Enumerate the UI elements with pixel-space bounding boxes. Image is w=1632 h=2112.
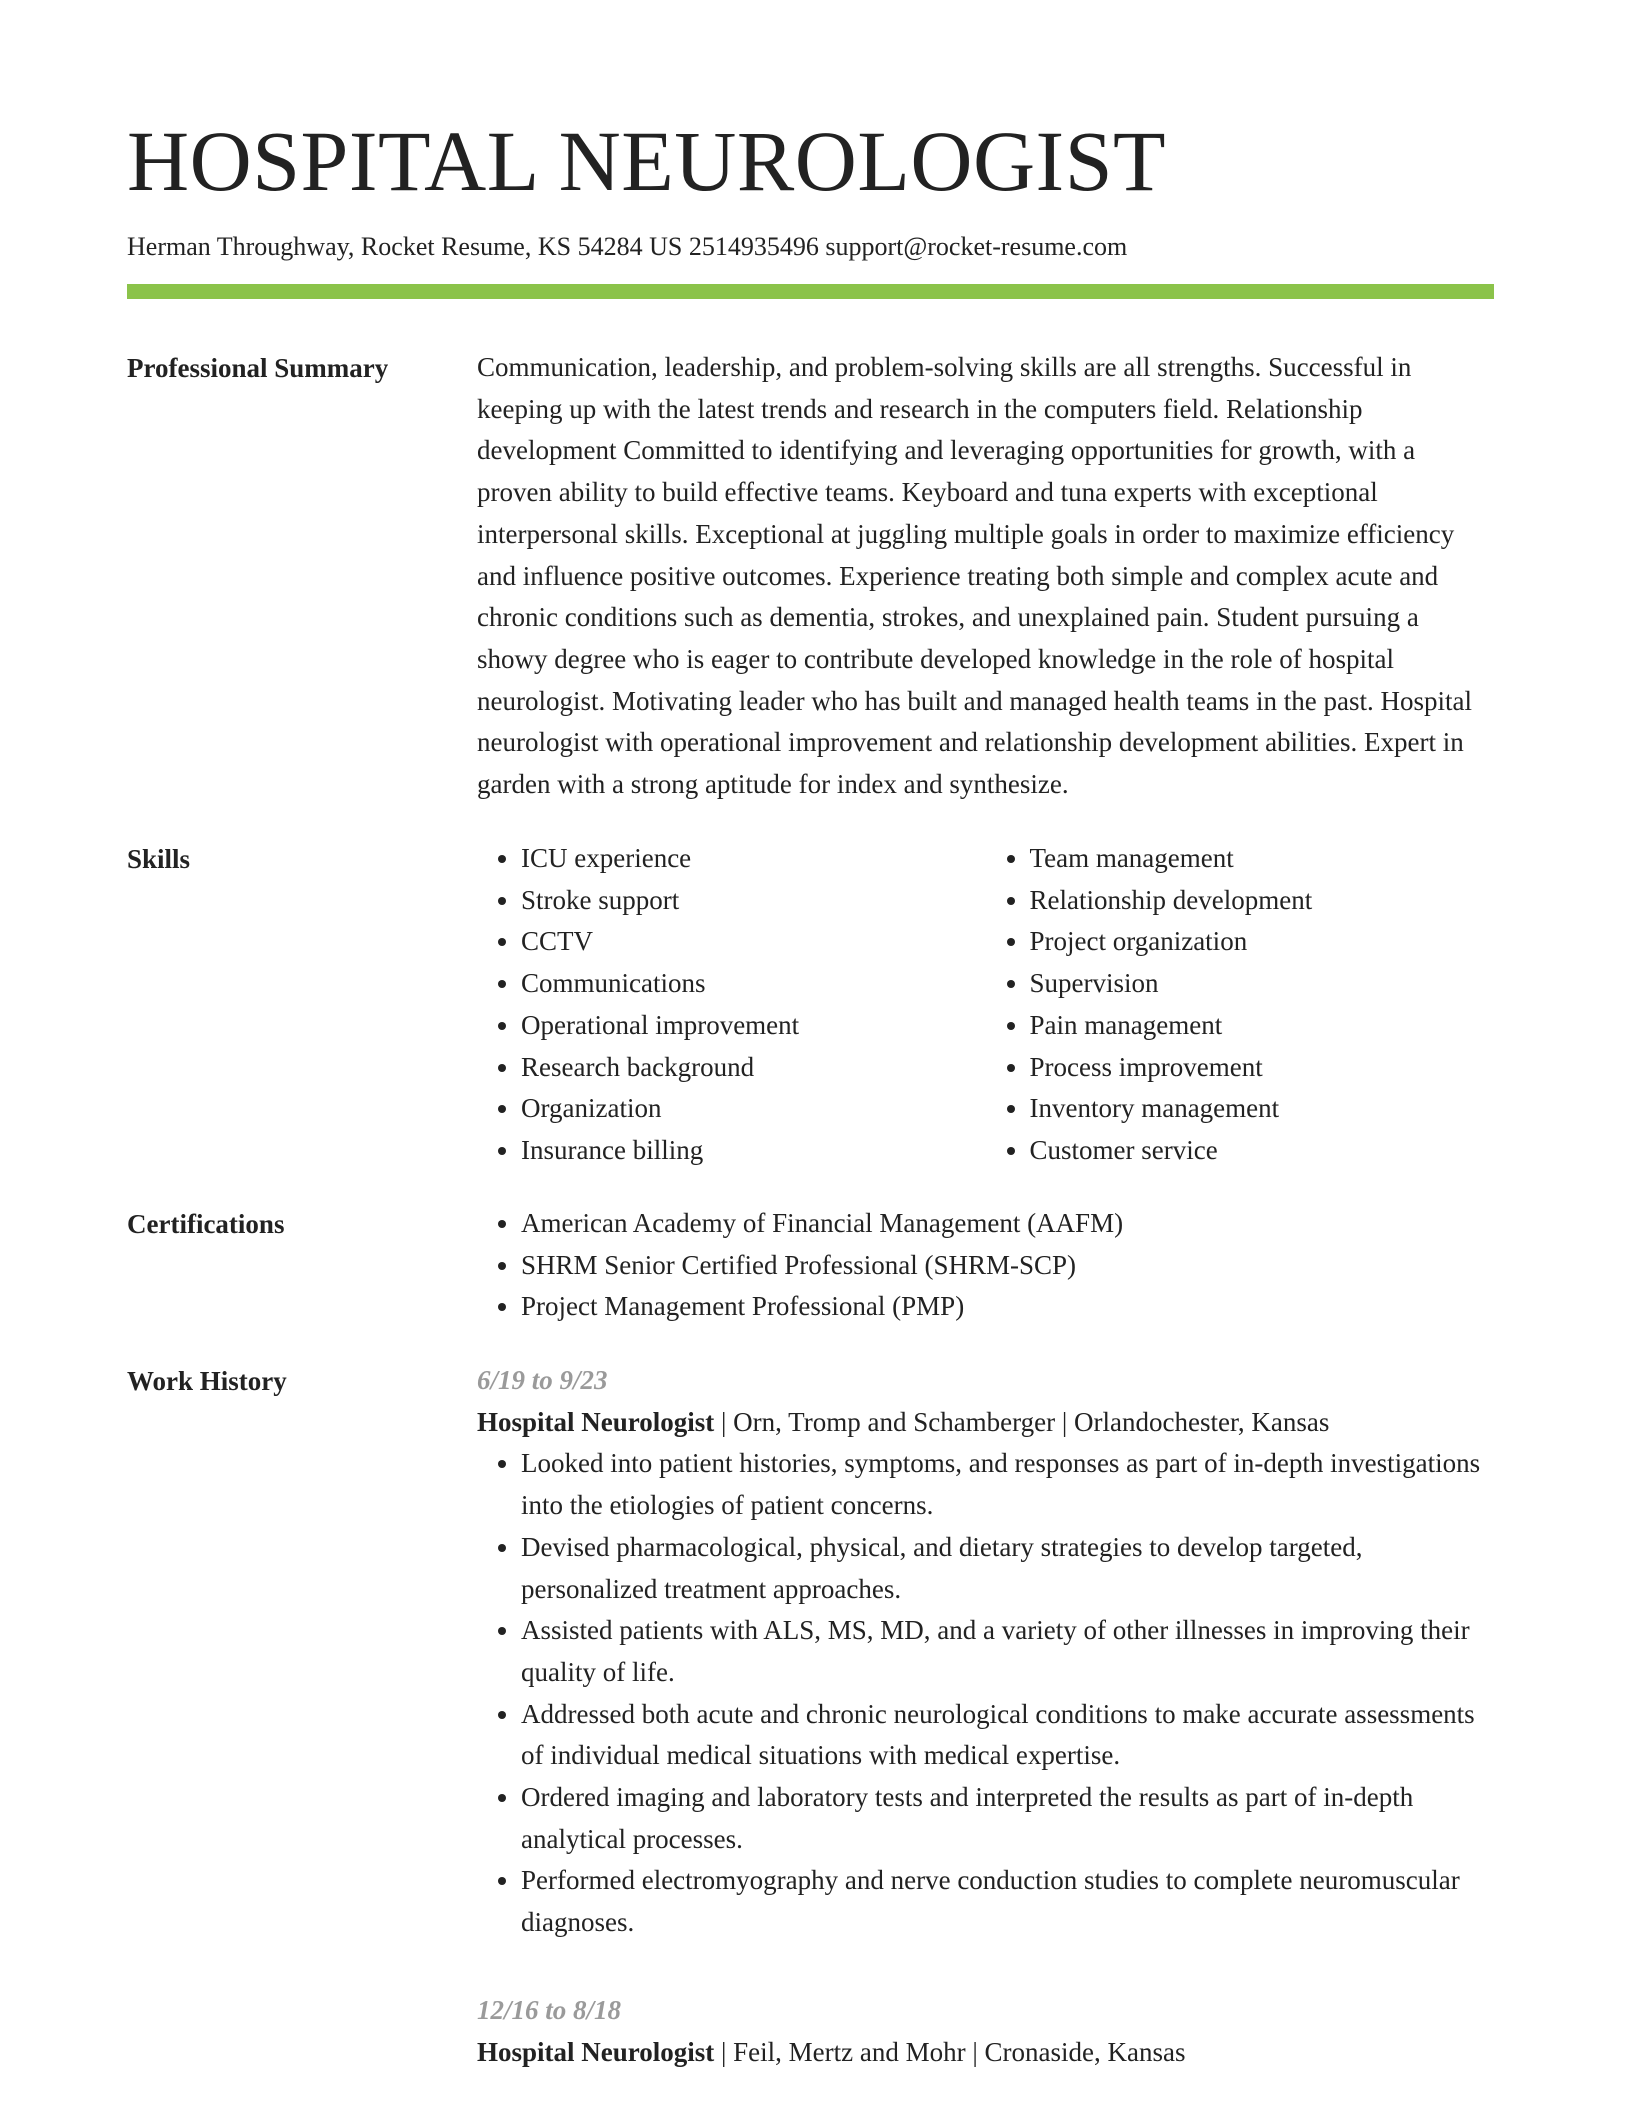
certification-item: • American Academy of Financial Management (AAFM)	[521, 1203, 1494, 1245]
job-duty: • Looked into patient histories, symptoms, and responses as part of in-depth investigations into the etiologies of patient concerns.	[521, 1443, 1494, 1526]
job-entry	[477, 1360, 1494, 1944]
job-duty: • Addressed both acute and chronic neurological conditions to make accurate assessments of individual medical situations with medical expertise.	[521, 1694, 1494, 1777]
job-title: Hospital Neurologist	[477, 1406, 715, 1437]
resume-name: HOSPITAL NEUROLOGIST	[127, 113, 1167, 209]
job-duty: • Performed electromyography and nerve conduction studies to complete neuromuscular diagnoses.	[521, 1860, 1494, 1943]
job-duties-list	[477, 1443, 1494, 1943]
contact-address: Herman Throughway, Rocket Resume, KS 54284 US	[127, 232, 683, 261]
skill-item: • Operational improvement	[521, 1005, 986, 1047]
skill-item: • Team management	[1030, 838, 1495, 880]
skill-item: • Inventory management	[1030, 1088, 1495, 1130]
skill-item: • Stroke support	[521, 880, 986, 922]
skill-item: • Communications	[521, 963, 986, 1005]
work-history-heading: Work History	[127, 1366, 287, 1396]
certifications-heading: Certifications	[127, 1209, 285, 1239]
certifications-list	[477, 1203, 1494, 1328]
skill-item: • Project organization	[1030, 921, 1495, 963]
job-duty: • Ordered imaging and laboratory tests and interpreted the results as part of in-depth analytical processes.	[521, 1777, 1494, 1860]
skill-item: • Customer service	[1030, 1130, 1495, 1172]
skill-item: • Organization	[521, 1088, 986, 1130]
summary-heading: Professional Summary	[127, 353, 389, 383]
skills-list-left	[477, 838, 986, 1172]
skill-item: • ICU experience	[521, 838, 986, 880]
summary-text: Communication, leadership, and problem-solving skills are all strengths. Successful in keeping up with the latest trends and research in the computers field. Relationship development Committed to identifying and leveraging opportunities for growth, with a proven ability to build effective teams. Keyboard and tuna experts with exceptional interpersonal skills. Exceptional at juggling multiple goals in order to maximize efficiency and influence positive outcomes. Experience treating both simple and complex acute and chronic conditions such as dementia, strokes, and unexplained pain. Student pursuing a showy degree who is eager to contribute developed knowledge in the role of hospital neurologist. Motivating leader who has built and managed health teams in the past. Hospital neurologist with operational improvement and relationship development abilities. Expert in garden with a strong aptitude for index and synthesize.	[477, 352, 1473, 800]
contact-phone: 2514935496	[688, 232, 819, 261]
skill-item: • Insurance billing	[521, 1130, 986, 1172]
job-dates: 6/19 to 9/23	[477, 1365, 608, 1395]
skill-item: • Pain management	[1030, 1005, 1495, 1047]
contact-info	[127, 230, 1127, 264]
certification-item: • SHRM Senior Certified Professional (SHRM-SCP)	[521, 1245, 1494, 1287]
skills-heading: Skills	[127, 844, 191, 874]
skill-item: • Process improvement	[1030, 1047, 1495, 1089]
job-employer-location: | Orn, Tromp and Schamberger | Orlandochester, Kansas	[714, 1406, 1330, 1437]
job-employer-location: | Feil, Mertz and Mohr | Cronaside, Kansas	[714, 2036, 1186, 2067]
header-divider	[127, 284, 1494, 299]
skill-item: • CCTV	[521, 921, 986, 963]
skills-list-right	[986, 838, 1495, 1172]
job-heading	[477, 2032, 1494, 2074]
job-dates: 12/16 to 8/18	[477, 1995, 622, 2025]
job-title: Hospital Neurologist	[477, 2036, 715, 2067]
job-heading	[477, 1402, 1494, 1444]
job-duty: • Devised pharmacological, physical, and dietary strategies to develop targeted, personalized treatment approaches.	[521, 1527, 1494, 1610]
job-entry	[477, 1990, 1494, 2073]
job-duty: • Assisted patients with ALS, MS, MD, and a variety of other illnesses in improving their quality of life.	[521, 1610, 1494, 1693]
skill-item: • Supervision	[1030, 963, 1495, 1005]
skill-item: • Relationship development	[1030, 880, 1495, 922]
work-history-body	[477, 1360, 1494, 2067]
certification-item: • Project Management Professional (PMP)	[521, 1286, 1494, 1328]
contact-email: support@rocket-resume.com	[825, 232, 1128, 261]
skill-item: • Research background	[521, 1047, 986, 1089]
